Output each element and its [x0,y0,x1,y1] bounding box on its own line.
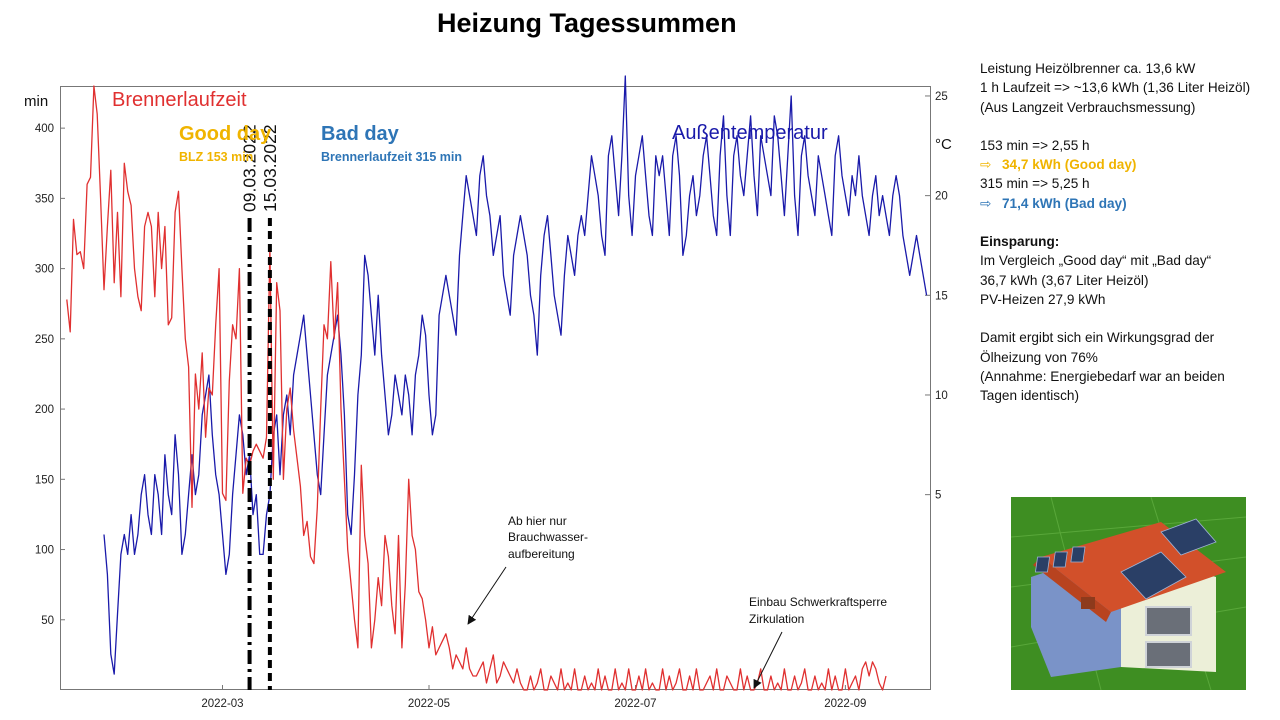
bad-day-subtitle: Brennerlaufzeit 315 min [321,150,463,164]
note-line: 1 h Laufzeit => ~13,6 kWh (1,36 Liter Heizöl) [980,80,1251,96]
x-tick-label: 2022-03 [201,698,244,710]
note-schwerkraftsperre-line2: Zirkulation [749,612,805,626]
y-left-tick-label: 150 [34,474,54,487]
note-brauchwasser-line1: Ab hier nur [508,514,567,528]
y-left-label: min [24,93,49,110]
note-line: 36,7 kWh (3,67 Liter Heizöl) [980,272,1149,288]
y-right-tick-label: 15 [935,290,948,303]
note-line: Ölheizung von 76% [980,349,1098,365]
y-right-tick-label: 5 [935,489,942,502]
house-3d-image [1011,497,1246,690]
series-line-aussentemperatur [104,76,927,674]
spacer [980,117,1275,136]
note-line-good-day [980,155,1275,174]
good-day-energy: 34,7 kWh (Good day) [1002,157,1137,173]
spacer [980,309,1275,328]
y-left-tick-label: 250 [34,333,54,346]
series-label-brennerlaufzeit: Brennerlaufzeit [112,89,247,111]
page-title-text: Heizung Tagessummen [437,8,737,38]
x-tick-label: 2022-07 [614,698,657,710]
x-tick-label: 2022-09 [824,698,867,710]
y-left-tick-label: 200 [34,404,54,417]
note-brauchwasser-arrow [468,567,506,624]
y-right-label: °C [935,136,952,153]
y-left-tick-label: 400 [34,123,54,136]
note-line: Im Vergleich „Good day“ mit „Bad day“ [980,253,1212,269]
vline-good-day-label: 09.03.2022 [239,124,260,212]
bad-day-title: Bad day [321,123,399,145]
y-left-tick-label: 100 [34,544,54,557]
note-line: (Annahme: Energiebedarf war an beiden [980,368,1225,384]
spacer [980,213,1275,232]
note-brauchwasser-line2: Brauchwasser- [508,530,589,544]
note-line: PV-Heizen 27,9 kWh [980,291,1106,307]
good-day-title: Good day [179,123,272,145]
note-schwerkraftsperre-arrow [754,632,782,688]
note-line: (Aus Langzeit Verbrauchsmessung) [980,99,1196,115]
y-left-tick-label: 50 [41,614,54,627]
note-line: Leistung Heizölbrenner ca. 13,6 kW [980,61,1196,76]
savings-heading: Einsparung: [980,234,1060,250]
y-right-tick-label: 10 [935,389,948,402]
series-label-aussentemperatur: Außentemperatur [672,122,828,144]
good-day-subtitle: BLZ 153 min [179,150,254,164]
bad-day-energy: 71,4 kWh (Bad day) [1002,195,1127,211]
y-right-tick-label: 20 [935,190,948,203]
x-tick-label: 2022-05 [407,698,451,710]
house-illustration [1011,497,1246,690]
note-line: Tagen identisch) [980,388,1079,404]
y-right-tick-label: 25 [935,90,948,103]
arrow-right-icon: ⇨ [980,195,992,211]
y-left-tick-label: 350 [34,193,54,206]
vline-bad-day-label: 15.03.2022 [259,124,280,212]
note-line: 315 min => 5,25 h [980,176,1090,192]
note-brauchwasser-line3: aufbereitung [508,547,575,561]
arrow-right-icon: ⇨ [980,157,992,173]
side-notes [980,59,1275,405]
note-line: Damit ergibt sich ein Wirkungsgrad der [980,330,1215,346]
note-line-bad-day [980,194,1275,213]
y-left-tick-label: 300 [34,263,54,276]
note-line: 153 min => 2,55 h [980,137,1090,153]
note-schwerkraftsperre-line1: Einbau Schwerkraftsperre [749,595,888,609]
